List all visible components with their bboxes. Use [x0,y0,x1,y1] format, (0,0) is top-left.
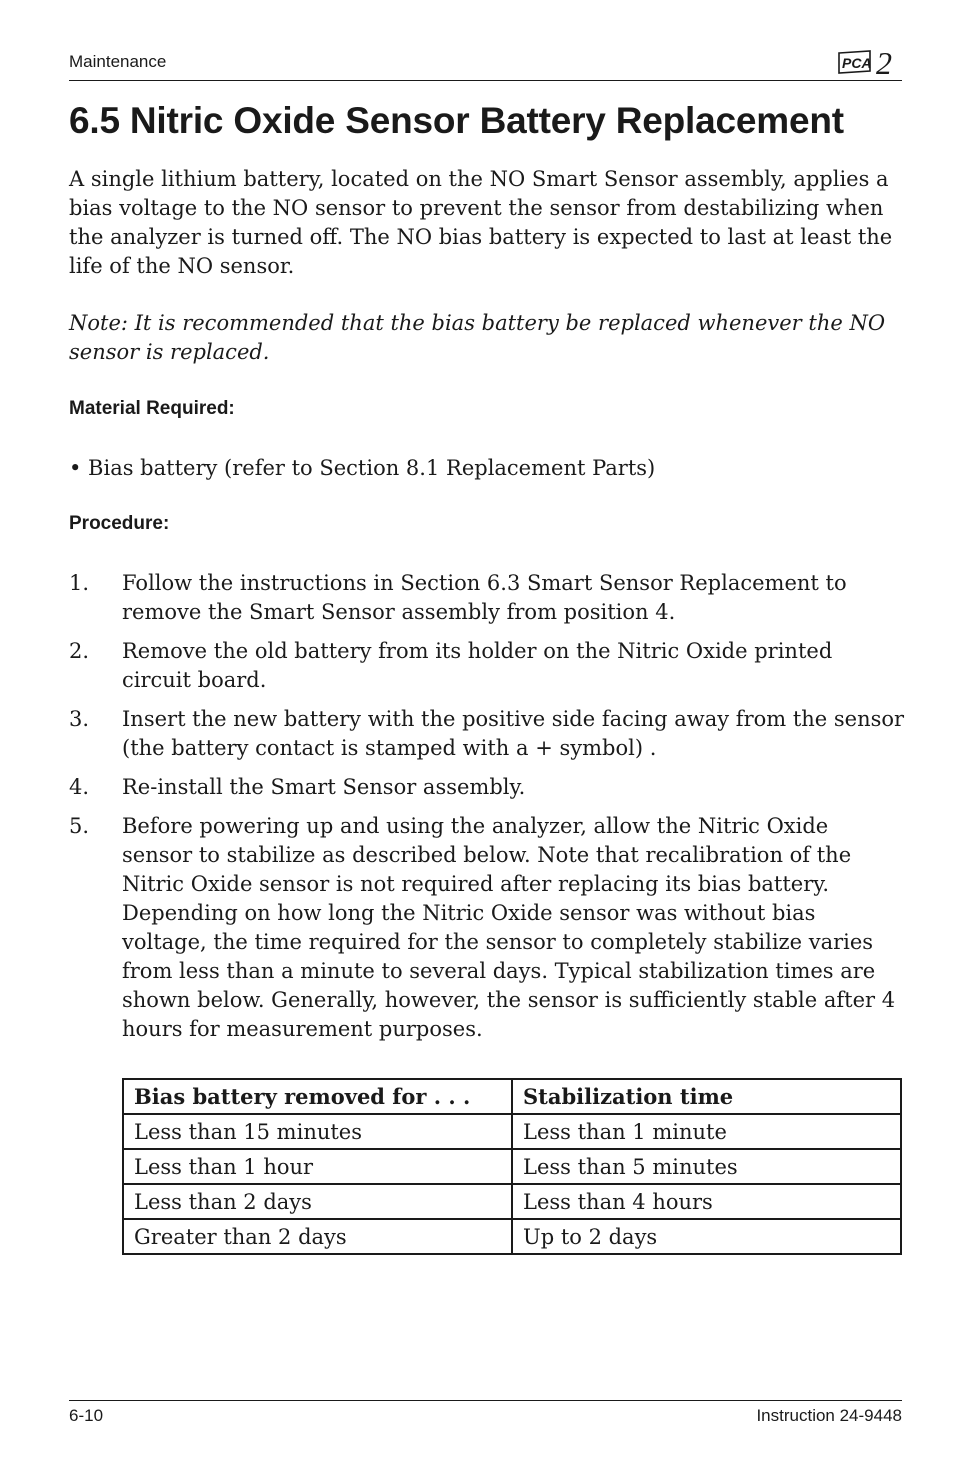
logo-number: 2 [876,45,892,78]
table-cell: Greater than 2 days [123,1219,512,1254]
table-cell: Less than 5 minutes [512,1149,901,1184]
procedure-heading: Procedure: [69,513,170,534]
table-cell: Up to 2 days [512,1219,901,1254]
stabilization-table [122,1078,902,1255]
table-row [123,1114,901,1149]
step-number: 3. [69,707,90,731]
step-text: Follow the instructions in Section 6.3 Smart Sensor Replacement to remove the Smart Sensor assembly from position 4. [122,571,847,624]
table-cell: Less than 1 hour [123,1149,512,1184]
page-footer [69,1400,902,1425]
page-header [69,45,902,81]
table-cell: Less than 1 minute [512,1114,901,1149]
table-header-row [123,1079,901,1114]
procedure-steps [69,569,905,1054]
page-number: 6-10 [69,1406,104,1425]
pca2-logo [836,44,902,78]
material-item: • Bias battery (refer to Section 8.1 Replacement Parts) [69,456,656,480]
procedure-step [69,812,905,1044]
step-number: 1. [69,571,90,595]
step-text: Insert the new battery with the positive side facing away from the sensor (the battery contact is stamped with a + symbol) . [122,707,905,760]
page-title: 6.5 Nitric Oxide Sensor Battery Replacement [69,100,844,141]
step-number: 2. [69,639,90,663]
step-text: Remove the old battery from its holder on the Nitric Oxide printed circuit board. [122,639,833,692]
intro-paragraph: A single lithium battery, located on the NO Smart Sensor assembly, applies a bias voltage to the NO sensor to prevent the sensor from destabilizing when the analyzer is turned off. The NO bias battery is expected to last at least the life of the NO sensor. [69,167,893,278]
table-cell: Less than 15 minutes [123,1114,512,1149]
table-cell: Less than 4 hours [512,1184,901,1219]
step-text: Before powering up and using the analyzer, allow the Nitric Oxide sensor to stabilize as described below. Note that recalibration of the Nitric Oxide sensor is not required after replacing its bias battery. Depending on how long the Nitric Oxide sensor was without bias voltage, the time required for the sensor to completely stabilize varies from less than a minute to several days. Typical stabilization times are shown below. Generally, however, the sensor is sufficiently stable after 4 hours for measurement purposes. [122,814,896,1041]
step-number: 5. [69,814,90,838]
procedure-step [69,773,905,802]
table-row [123,1219,901,1254]
procedure-step [69,637,905,695]
table-row [123,1149,901,1184]
procedure-step [69,705,905,763]
logo-letters: PCA [842,55,872,71]
procedure-step [69,569,905,627]
section-label: Maintenance [69,52,167,71]
column-header: Stabilization time [512,1079,901,1114]
column-header: Bias battery removed for . . . [123,1079,512,1114]
table-row [123,1184,901,1219]
document-number: Instruction 24-9448 [756,1406,902,1425]
step-number: 4. [69,775,90,799]
table-cell: Less than 2 days [123,1184,512,1219]
note-paragraph: Note: It is recommended that the bias battery be replaced whenever the NO sensor is replaced. [69,311,886,364]
material-heading: Material Required: [69,398,235,419]
step-text: Re-install the Smart Sensor assembly. [122,775,526,799]
